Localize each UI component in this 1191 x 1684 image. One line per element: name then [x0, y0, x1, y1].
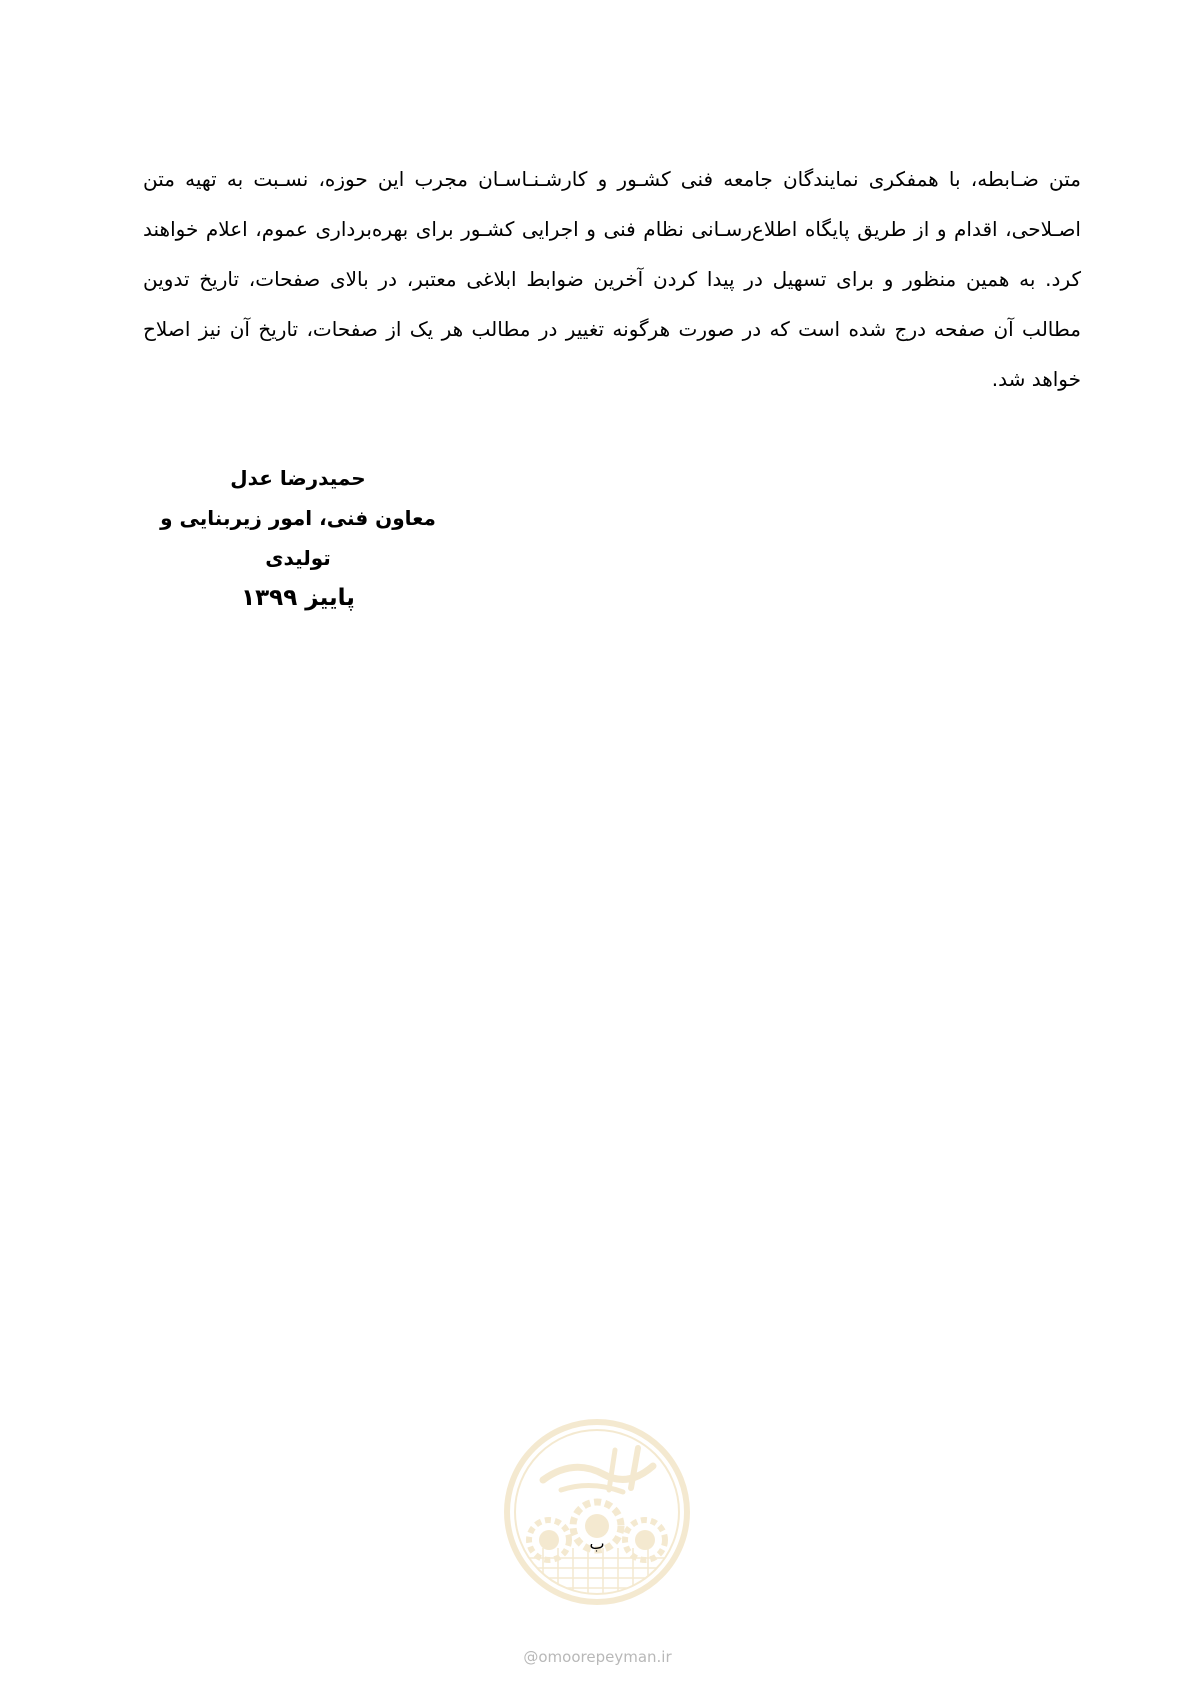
body-paragraph-block — [143, 154, 1081, 404]
page-number: ب — [589, 1534, 605, 1553]
omoorepeyman-logo-watermark — [503, 1418, 691, 1606]
watermark-site-text: @omoorepeyman.ir — [523, 1648, 672, 1666]
signature-block — [143, 458, 453, 618]
signatory-name: حمیدرضا عدل — [230, 466, 366, 490]
signature-date: پاییز ۱۳۹۹ — [241, 585, 355, 611]
signatory-title: معاون فنی، امور زیربنایی و تولیدی — [160, 506, 436, 570]
body-paragraph: متن ضـابطه، با همفکری نمایندگان جامعه فنی کشـور و کارشـنـاسـان مجرب این حوزه، نسـبت به تهیه متن اصـلاحی، اقدام و از طریق پایگاه اطلاع‌رسـانی نظام فنی و اجرایی کشـور برای بهره‌برداری عموم، اعلام خواهند کرد. به همین منظور و برای تسهیل در پیدا کردن آخرین ضوابط ابلاغی معتبر، در بالای صفحات، تاریخ تدوین مطالب آن صفحه درج شده است که در صورت هرگونه تغییر در مطالب هر یک از صفحات، تاریخ آن نیز اصلاح خواهد شد. — [143, 167, 1081, 391]
